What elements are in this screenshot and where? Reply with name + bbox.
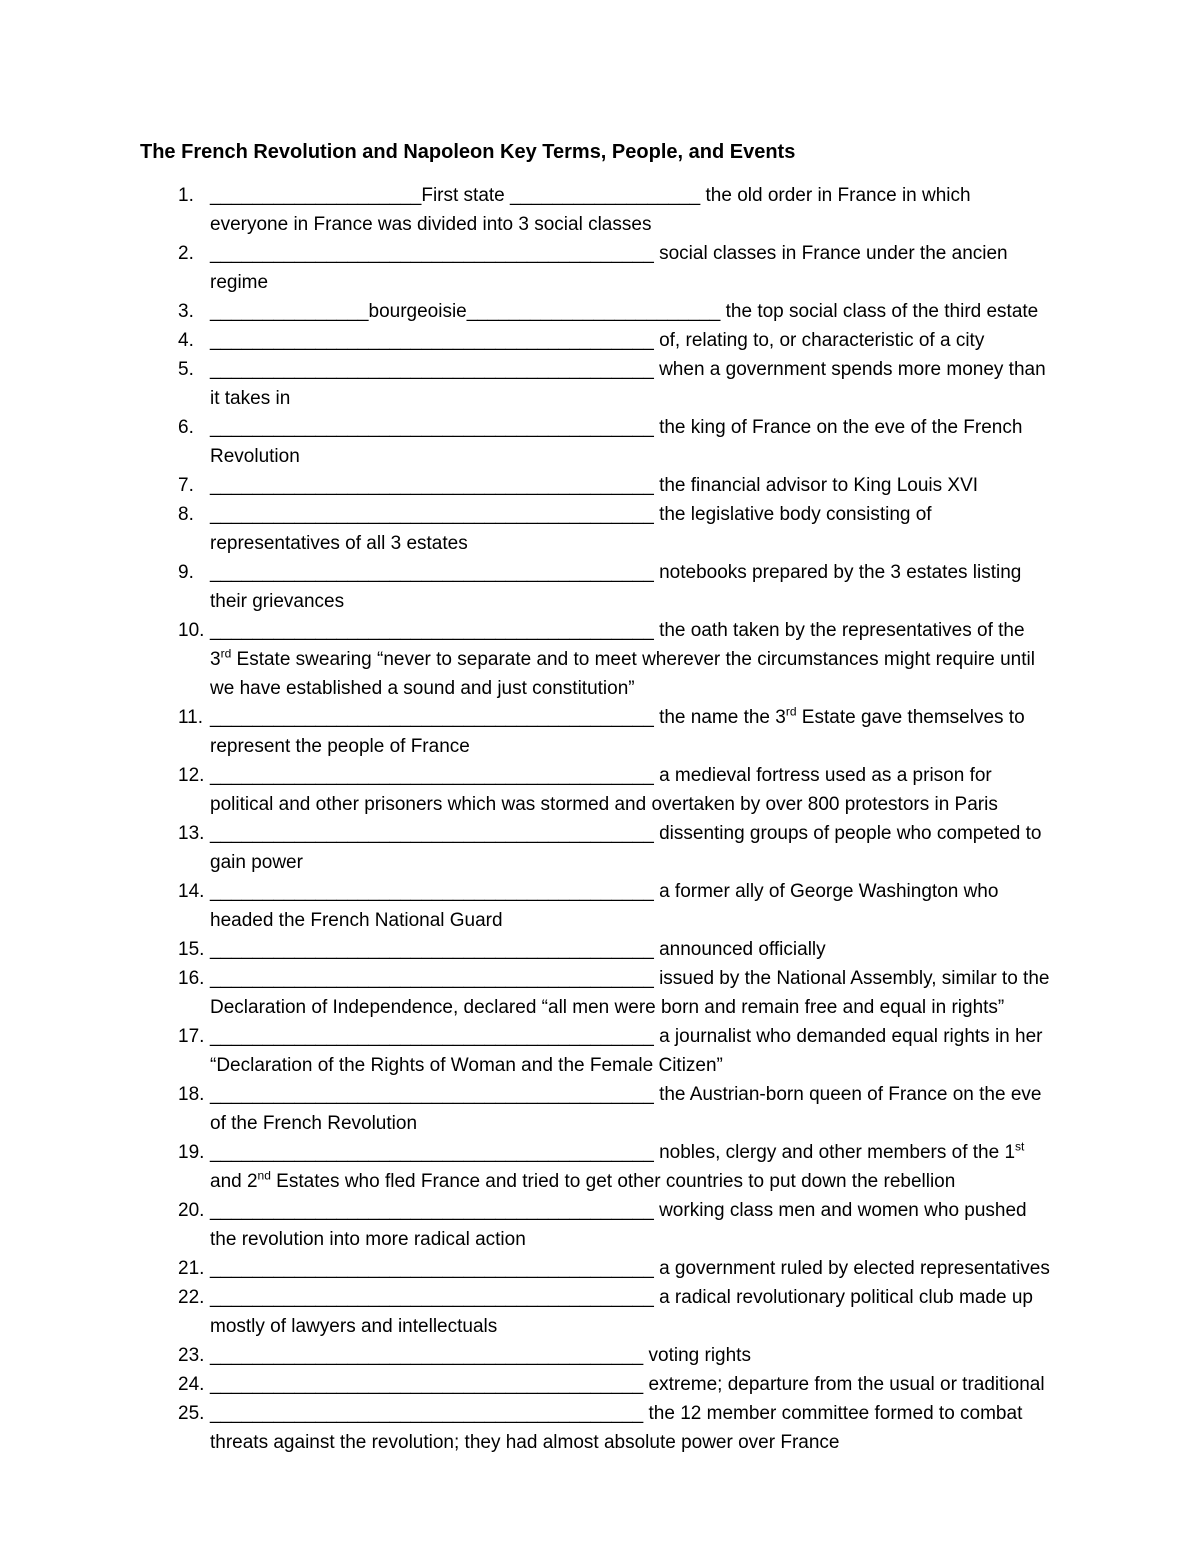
ordinal-superscript: rd (220, 646, 232, 661)
item-text: __________________________________________ of, relating to, or characteristic of a city (210, 330, 985, 351)
list-item (140, 1283, 1050, 1341)
item-number: 17. (178, 1026, 205, 1047)
list-item (140, 819, 1050, 877)
ordinal-superscript: rd (785, 704, 797, 719)
item-text: __________________________________________ a former ally of George Washington who headed the French National Guard (210, 881, 999, 931)
item-number: 21. (178, 1258, 205, 1279)
item-number: 16. (178, 968, 205, 989)
item-text: __________________________________________ the legislative body consisting of representatives of all 3 estates (210, 504, 932, 554)
item-text: __________________________________________ the king of France on the eve of the French Revolution (210, 417, 1023, 467)
list-item (140, 558, 1050, 616)
item-number: 1. (178, 185, 194, 206)
item-number: 8. (178, 504, 194, 525)
ordinal-superscript: nd (257, 1168, 271, 1183)
item-text: __________________________________________ working class men and women who pushed the revolution into more radical action (210, 1200, 1027, 1250)
item-text: __________________________________________ a radical revolutionary political club made up mostly of lawyers and intellectuals (210, 1287, 1033, 1337)
item-number: 3. (178, 301, 194, 322)
list-item (140, 1022, 1050, 1080)
item-number: 18. (178, 1084, 205, 1105)
list-item (140, 326, 1050, 355)
item-text: __________________________________________ nobles, clergy and other members of the 1st and 2nd Estates who fled France and tried to get other countries to put down the rebellion (210, 1139, 1025, 1192)
item-number: 2. (178, 243, 194, 264)
list-item (140, 1080, 1050, 1138)
item-number: 24. (178, 1374, 205, 1395)
item-text: __________________________________________ the Austrian-born queen of France on the eve of the French Revolution (210, 1084, 1042, 1134)
item-text: ____________________First state __________________ the old order in France in which everyone in France was divided into 3 social classes (210, 185, 971, 235)
list-item (140, 355, 1050, 413)
item-number: 15. (178, 939, 205, 960)
list-item (140, 1254, 1050, 1283)
item-text: __________________________________________ notebooks prepared by the 3 estates listing their grievances (210, 562, 1022, 612)
item-text: __________________________________________ issued by the National Assembly, similar to the Declaration of Independence, declared “all men were born and remain free and equal in rights” (210, 968, 1050, 1018)
item-number: 7. (178, 475, 194, 496)
list-item (140, 1196, 1050, 1254)
item-text: _________________________________________ voting rights (210, 1345, 751, 1366)
list-item (140, 1399, 1050, 1457)
item-text: _________________________________________ extreme; departure from the usual or traditional (210, 1374, 1045, 1395)
item-number: 12. (178, 765, 205, 786)
list-item (140, 964, 1050, 1022)
item-text: __________________________________________ social classes in France under the ancien regime (210, 243, 1008, 293)
list-item (140, 616, 1050, 703)
item-number: 25. (178, 1403, 205, 1424)
item-number: 14. (178, 881, 205, 902)
list-item (140, 297, 1050, 326)
item-number: 6. (178, 417, 194, 438)
document-title: The French Revolution and Napoleon Key Terms, People, and Events (140, 141, 796, 163)
item-text: __________________________________________ the oath taken by the representatives of the 3rd Estate swearing “never to separate and to meet wherever the circumstances might require until we have established a sound and just constitution” (210, 620, 1035, 699)
item-number: 20. (178, 1200, 205, 1221)
list-item (140, 471, 1050, 500)
item-text: __________________________________________ dissenting groups of people who competed to gain power (210, 823, 1042, 873)
item-number: 9. (178, 562, 194, 583)
list-item (140, 413, 1050, 471)
ordinal-superscript: st (1015, 1139, 1025, 1154)
list-item (140, 500, 1050, 558)
item-number: 19. (178, 1142, 205, 1163)
list-item (140, 877, 1050, 935)
list-item (140, 1341, 1050, 1370)
item-text: _________________________________________ the 12 member committee formed to combat threats against the revolution; they had almost absolute power over France (210, 1403, 1023, 1453)
list-item (140, 181, 1050, 239)
item-text: __________________________________________ announced officially (210, 939, 826, 960)
item-number: 22. (178, 1287, 205, 1308)
item-text: __________________________________________ the name the 3rd Estate gave themselves to represent the people of France (210, 704, 1025, 757)
item-text: __________________________________________ the financial advisor to King Louis XVI (210, 475, 979, 496)
item-number: 11. (178, 707, 204, 728)
item-number: 5. (178, 359, 194, 380)
list-item (140, 761, 1050, 819)
item-text: __________________________________________ a medieval fortress used as a prison for political and other prisoners which was stormed and overtaken by over 800 protestors in Paris (210, 765, 998, 815)
list-item (140, 703, 1050, 761)
item-number: 10. (178, 620, 205, 641)
list-item (140, 239, 1050, 297)
list-item (140, 935, 1050, 964)
item-number: 13. (178, 823, 205, 844)
list-item (140, 1370, 1050, 1399)
item-number: 4. (178, 330, 194, 351)
list-item (140, 1138, 1050, 1196)
item-number: 23. (178, 1345, 205, 1366)
terms-list (140, 181, 1050, 1457)
item-text: __________________________________________ a journalist who demanded equal rights in her “Declaration of the Rights of Woman and the Female Citizen” (210, 1026, 1043, 1076)
item-text: __________________________________________ a government ruled by elected representatives (210, 1258, 1050, 1279)
item-text: _______________bourgeoisie________________________ the top social class of the third estate (210, 301, 1039, 322)
item-text: __________________________________________ when a government spends more money than it takes in (210, 359, 1046, 409)
